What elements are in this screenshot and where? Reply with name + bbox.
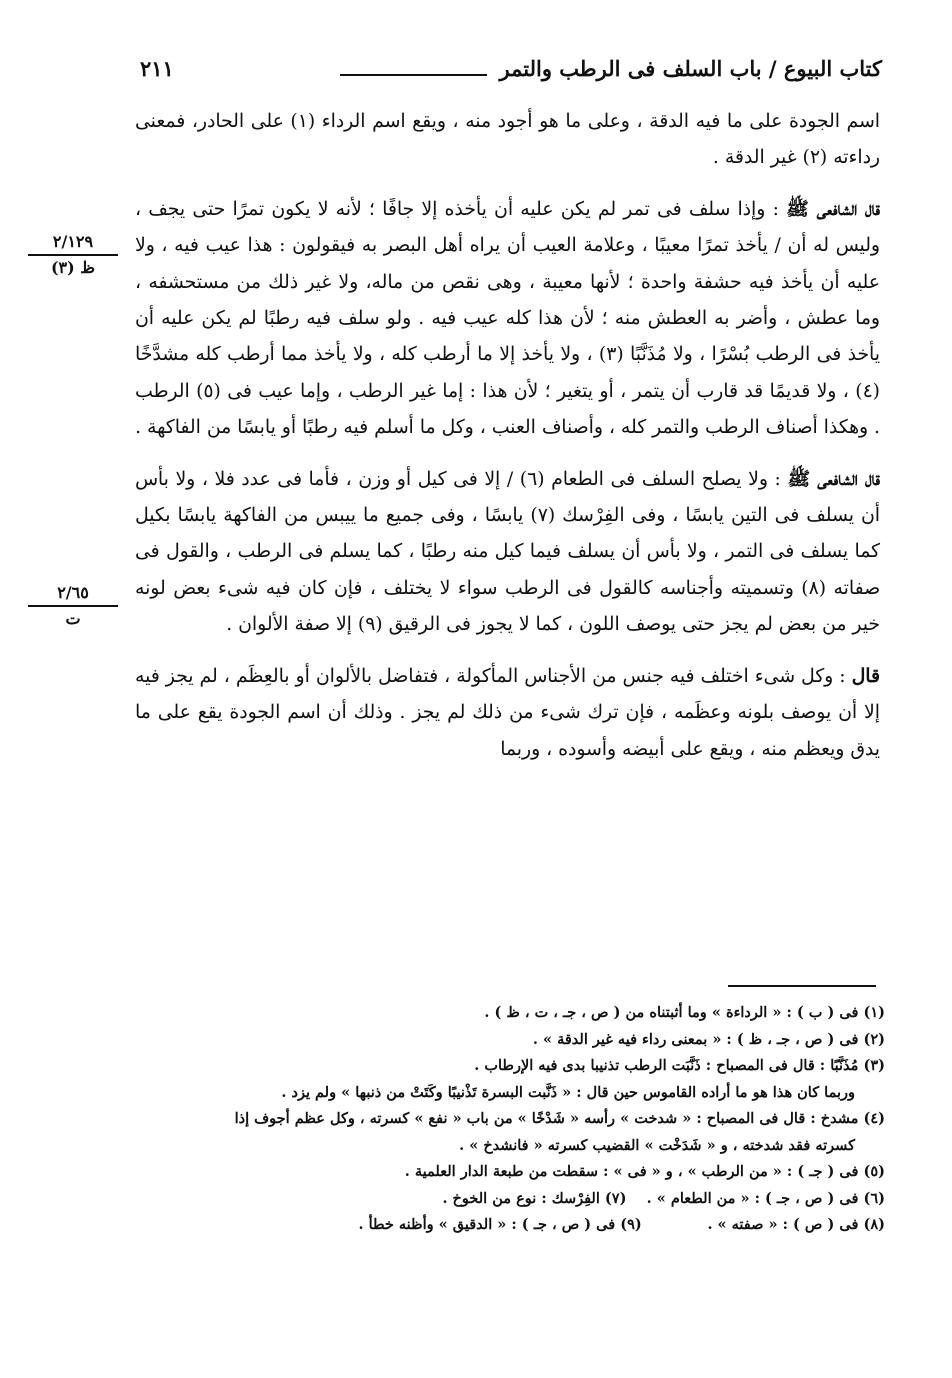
paragraph-lead: قال الشافعى ﷺ (787, 467, 880, 490)
margin-ref-source: ظ (٣) (50, 258, 96, 277)
footnote: (٥) فى ( جـ ) : « من الرطب » ، و « فى » : سقطت من طبعة الدار العلمية . (404, 1163, 885, 1180)
footnote: (٨) فى ( ص ) : « صفته » . (707, 1216, 885, 1233)
footnote-continuation: وربما كان هذا هو ما أراده القاموس حين قال : « ذَنَّبت البسرة تَذْنيبًا وكَتَتْ من ذنبها » ولم يزد . (281, 1083, 855, 1101)
paragraph-text: : وكل شىء اختلف فيه جنس من الأجناس المأكولة ، فتفاضل بالألوان أو بالعِظَم ، لم يجز فيه إلا أن يوصف بلونه وعظَمه ، فإن ترك شىء من ذلك لم يجز . وذلك أن اسم الجودة يقع على ما يدق ويعظم منه ، ويقع على أبيضه وأسوده ، وربما (135, 665, 880, 760)
page-number: ٢١١ (140, 56, 174, 81)
paragraph-text: : وإذا سلف فى تمر لم يكن عليه أن يأخذه إلا جافًا ؛ لأنه لا يكون تمرًا حتى يجف ، وليس له أن / يأخذ تمرًا معيبًا ، وعلامة العيب أن يراه أهل البصر به فيقولون : هذا عيب فيه ، ولا عليه أن يأخذ فيه حشفة واحدة ؛ لأنها معيبة ، وهى نقص من ماله، ولا غير ذلك من مستحشفه ، وما عطش ، وأضر به العطش منه ؛ لأن هذا كله عيب فيه . ولو سلف فيه رطبًا لم يكن عليه أن يأخذ فى الرطب بُسْرًا ، ولا مُذَنَّبًا (٣) ، ولا يأخذ إلا ما أرطب كله ، ولا يأخذ مما أرطب كله مشدَّخًا (٤) ، ولا قديمًا قد قارب أن يتمر ، أو يتغير ؛ لأن هذا : إما غير الرطب ، وإما عيب فى (٥) الرطب . وهكذا أصناف الرطب والتمر كله ، وأصناف العنب ، وكل ما أسلم فيه رطبًا أو يابسًا من الفاكهة . (135, 198, 880, 439)
footnote: (٣) مُذَنَّبًا : قال فى المصباح : ذَنَّبَت الرطب تذنيبا بدى فيه الإرطاب . (474, 1057, 885, 1074)
footnote-separator (728, 985, 876, 987)
paragraph-text: : ولا يصلح السلف فى الطعام (٦) / إلا فى كيل أو وزن ، فأما فى عدد فلا ، ولا بأس أن يسلف فى التين يابسًا ، وفى الفِرْسك (٧) يابسًا ، وفى جميع ما ييبس من الفاكهة يابسًا بكيل كما يسلف فى التمر ، ولا بأس أن يسلف فيما كيل منه رطبًا ، كما يسلم فى الرطب ، والقول فى صفاته (٨) وتسميته وأجناسه كالقول فى الرطب سواء لا يختلف ، فإن كان فيه شىء بعض لونه خير من بعض لم يجز حتى يوصف اللون ، كما لا يجوز فى الرقيق (٩) إلا صفة الألوان . (135, 468, 881, 636)
footnotes (234, 1000, 885, 1239)
page-header (140, 50, 882, 90)
footnote: (٩) فى ( ص ، جـ ) : « الدقيق » وأظنه خطأ . (358, 1216, 642, 1233)
paragraph (135, 461, 880, 644)
main-text (135, 104, 880, 782)
footnote-row (260, 1186, 885, 1213)
footnote-continuation: كسرته فقد شدخته ، و « شَدَخْت » القضيب كسرته « فانشدخ » . (459, 1136, 855, 1154)
margin-manuscript-ref (28, 583, 118, 629)
header-rule (340, 74, 487, 76)
margin-ref-folio: ٢/٦٥ (28, 583, 118, 607)
paragraph (135, 104, 880, 177)
paragraph-lead: قال الشافعى ﷺ (786, 197, 880, 220)
paragraph (135, 658, 880, 768)
footnote: (١) فى ( ب ) : « الرداءة » وما أثبتناه من ( ص ، جـ ، ت ، ظ ) . (484, 1004, 885, 1021)
footnote: (٤) مشدخ : قال فى المصباح : « شدخت » رأسه « شَدْخًا » من باب « نفع » كسرته ، وكل عظم أجوف إذا (234, 1110, 885, 1127)
footnote-row (260, 1212, 885, 1239)
paragraph (135, 191, 880, 447)
running-title: كتاب البيوع / باب السلف فى الرطب والتمر (499, 56, 882, 81)
paragraph-text: اسم الجودة على ما فيه الدقة ، وعلى ما هو أجود منه ، ويقع اسم الرداء (١) على الحادر، فمعنى رداءته (٢) غير الدقة . (135, 111, 880, 169)
margin-manuscript-ref (28, 232, 118, 278)
margin-ref-folio: ٢/١٢٩ (28, 232, 118, 256)
footnote: (٧) الفِرْسك : نوع من الخوخ . (442, 1189, 627, 1207)
footnote: (٦) فى ( ص ، جـ ) : « من الطعام » . (646, 1189, 885, 1207)
footnote: (٢) فى ( ص ، جـ ، ظ ) : « بمعنى رداء فيه غير الدقة » . (532, 1030, 885, 1048)
margin-ref-source: ت (65, 609, 81, 628)
paragraph-lead: قال (851, 664, 880, 687)
